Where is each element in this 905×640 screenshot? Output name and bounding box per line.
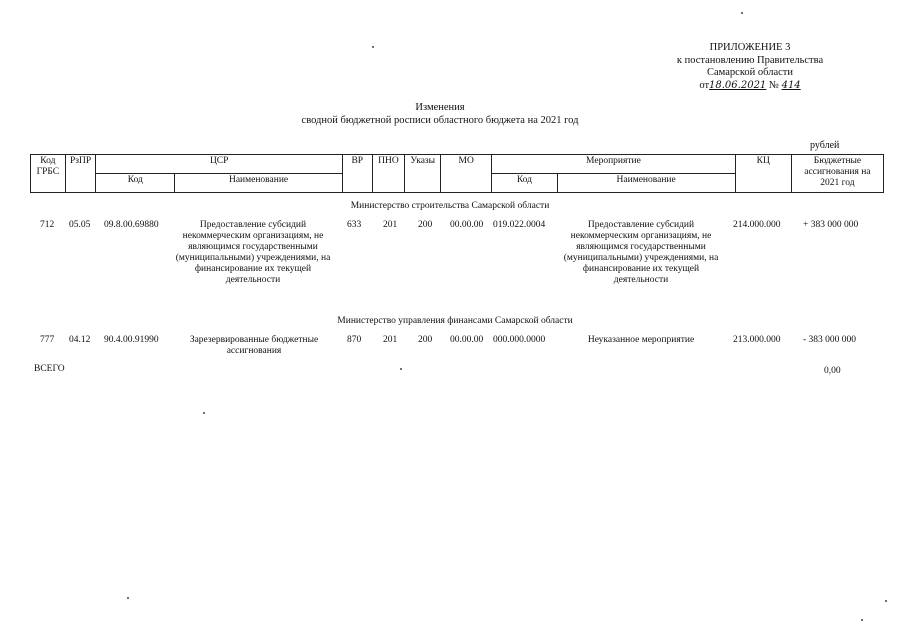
appendix-block <box>600 42 900 92</box>
row-event-code: 000.000.0000 <box>493 335 546 345</box>
row-kc: 214.000.000 <box>733 220 781 230</box>
row-event-name: Предоставление субсидий некоммерческим организациям, не являющимся государственными (муниципальными) учреждениями, на финансирование их текущей деятельности <box>563 220 719 285</box>
scan-speck <box>885 600 887 602</box>
ministry-heading: Министерство управления финансами Самарской области <box>337 316 573 326</box>
ministry-heading: Министерство строительства Самарской области <box>350 201 550 211</box>
header-ukazy: Указы <box>405 155 441 193</box>
document-title <box>250 102 630 127</box>
header-rzpr: РзПР <box>65 155 96 193</box>
appendix-line-region: Самарской области <box>707 67 793 78</box>
row-amount: - 383 000 000 <box>803 335 857 345</box>
row-kc: 213.000.000 <box>733 335 781 345</box>
number-prefix: № <box>768 79 779 91</box>
row-ukazy: 200 <box>418 220 433 230</box>
header-vr: ВР <box>342 155 372 193</box>
units-label: рублей <box>810 140 840 151</box>
row-csr-name: Зарезервированные бюджетные ассигнования <box>189 335 319 356</box>
row-csr-code: 09.8.00.69880 <box>104 220 159 230</box>
scan-speck <box>741 12 743 14</box>
row-csr-code: 90.4.00.91990 <box>104 335 159 345</box>
handwritten-number: 414 <box>781 79 801 91</box>
header-kc: КЦ <box>735 155 791 193</box>
row-event-code: 019.022.0004 <box>493 220 546 230</box>
row-mo: 00.00.00 <box>450 220 484 230</box>
row-pno: 201 <box>383 335 398 345</box>
row-pno: 201 <box>383 220 398 230</box>
row-mo: 00.00.00 <box>450 335 484 345</box>
row-grbs: 777 <box>40 335 55 345</box>
scan-speck <box>400 368 402 370</box>
header-pno: ПНО <box>372 155 405 193</box>
document-title-line1: Изменения <box>415 102 465 113</box>
row-rzpr: 05.05 <box>69 220 91 230</box>
appendix-date-line <box>600 80 900 93</box>
header-csr-code: Код <box>96 174 175 193</box>
scan-speck <box>127 597 129 599</box>
header-grbs: Код ГРБС <box>31 155 66 193</box>
header-mo: МО <box>441 155 492 193</box>
row-vr: 633 <box>347 220 362 230</box>
header-event-code: Код <box>492 174 557 193</box>
total-label: ВСЕГО <box>34 364 65 374</box>
scan-speck <box>861 619 863 621</box>
budget-table-header <box>30 154 884 193</box>
handwritten-date: 18.06.2021 <box>709 79 767 91</box>
scan-speck <box>372 46 374 48</box>
appendix-line-resolution: к постановлению Правительства <box>676 54 824 66</box>
document-title-line2: сводной бюджетной росписи областного бюджета на 2021 год <box>301 114 579 126</box>
header-event: Мероприятие <box>492 155 735 174</box>
date-prefix: от <box>699 79 710 91</box>
row-ukazy: 200 <box>418 335 433 345</box>
header-csr: ЦСР <box>96 155 342 174</box>
header-csr-name: Наименование <box>175 174 343 193</box>
total-value: 0,00 <box>824 366 841 376</box>
row-vr: 870 <box>347 335 362 345</box>
header-assignments: Бюджетные ассигнования на 2021 год <box>791 155 883 193</box>
row-event-name: Неуказанное мероприятие <box>587 335 695 345</box>
appendix-title: ПРИЛОЖЕНИЕ 3 <box>709 42 791 53</box>
header-event-name: Наименование <box>557 174 735 193</box>
scan-speck <box>203 412 205 414</box>
row-rzpr: 04.12 <box>69 335 91 345</box>
row-grbs: 712 <box>40 220 55 230</box>
row-amount: + 383 000 000 <box>803 220 859 230</box>
row-csr-name: Предоставление субсидий некоммерческим организациям, не являющимся государственными (муниципальными) учреждениями, на финансирование их текущей деятельности <box>175 220 331 285</box>
